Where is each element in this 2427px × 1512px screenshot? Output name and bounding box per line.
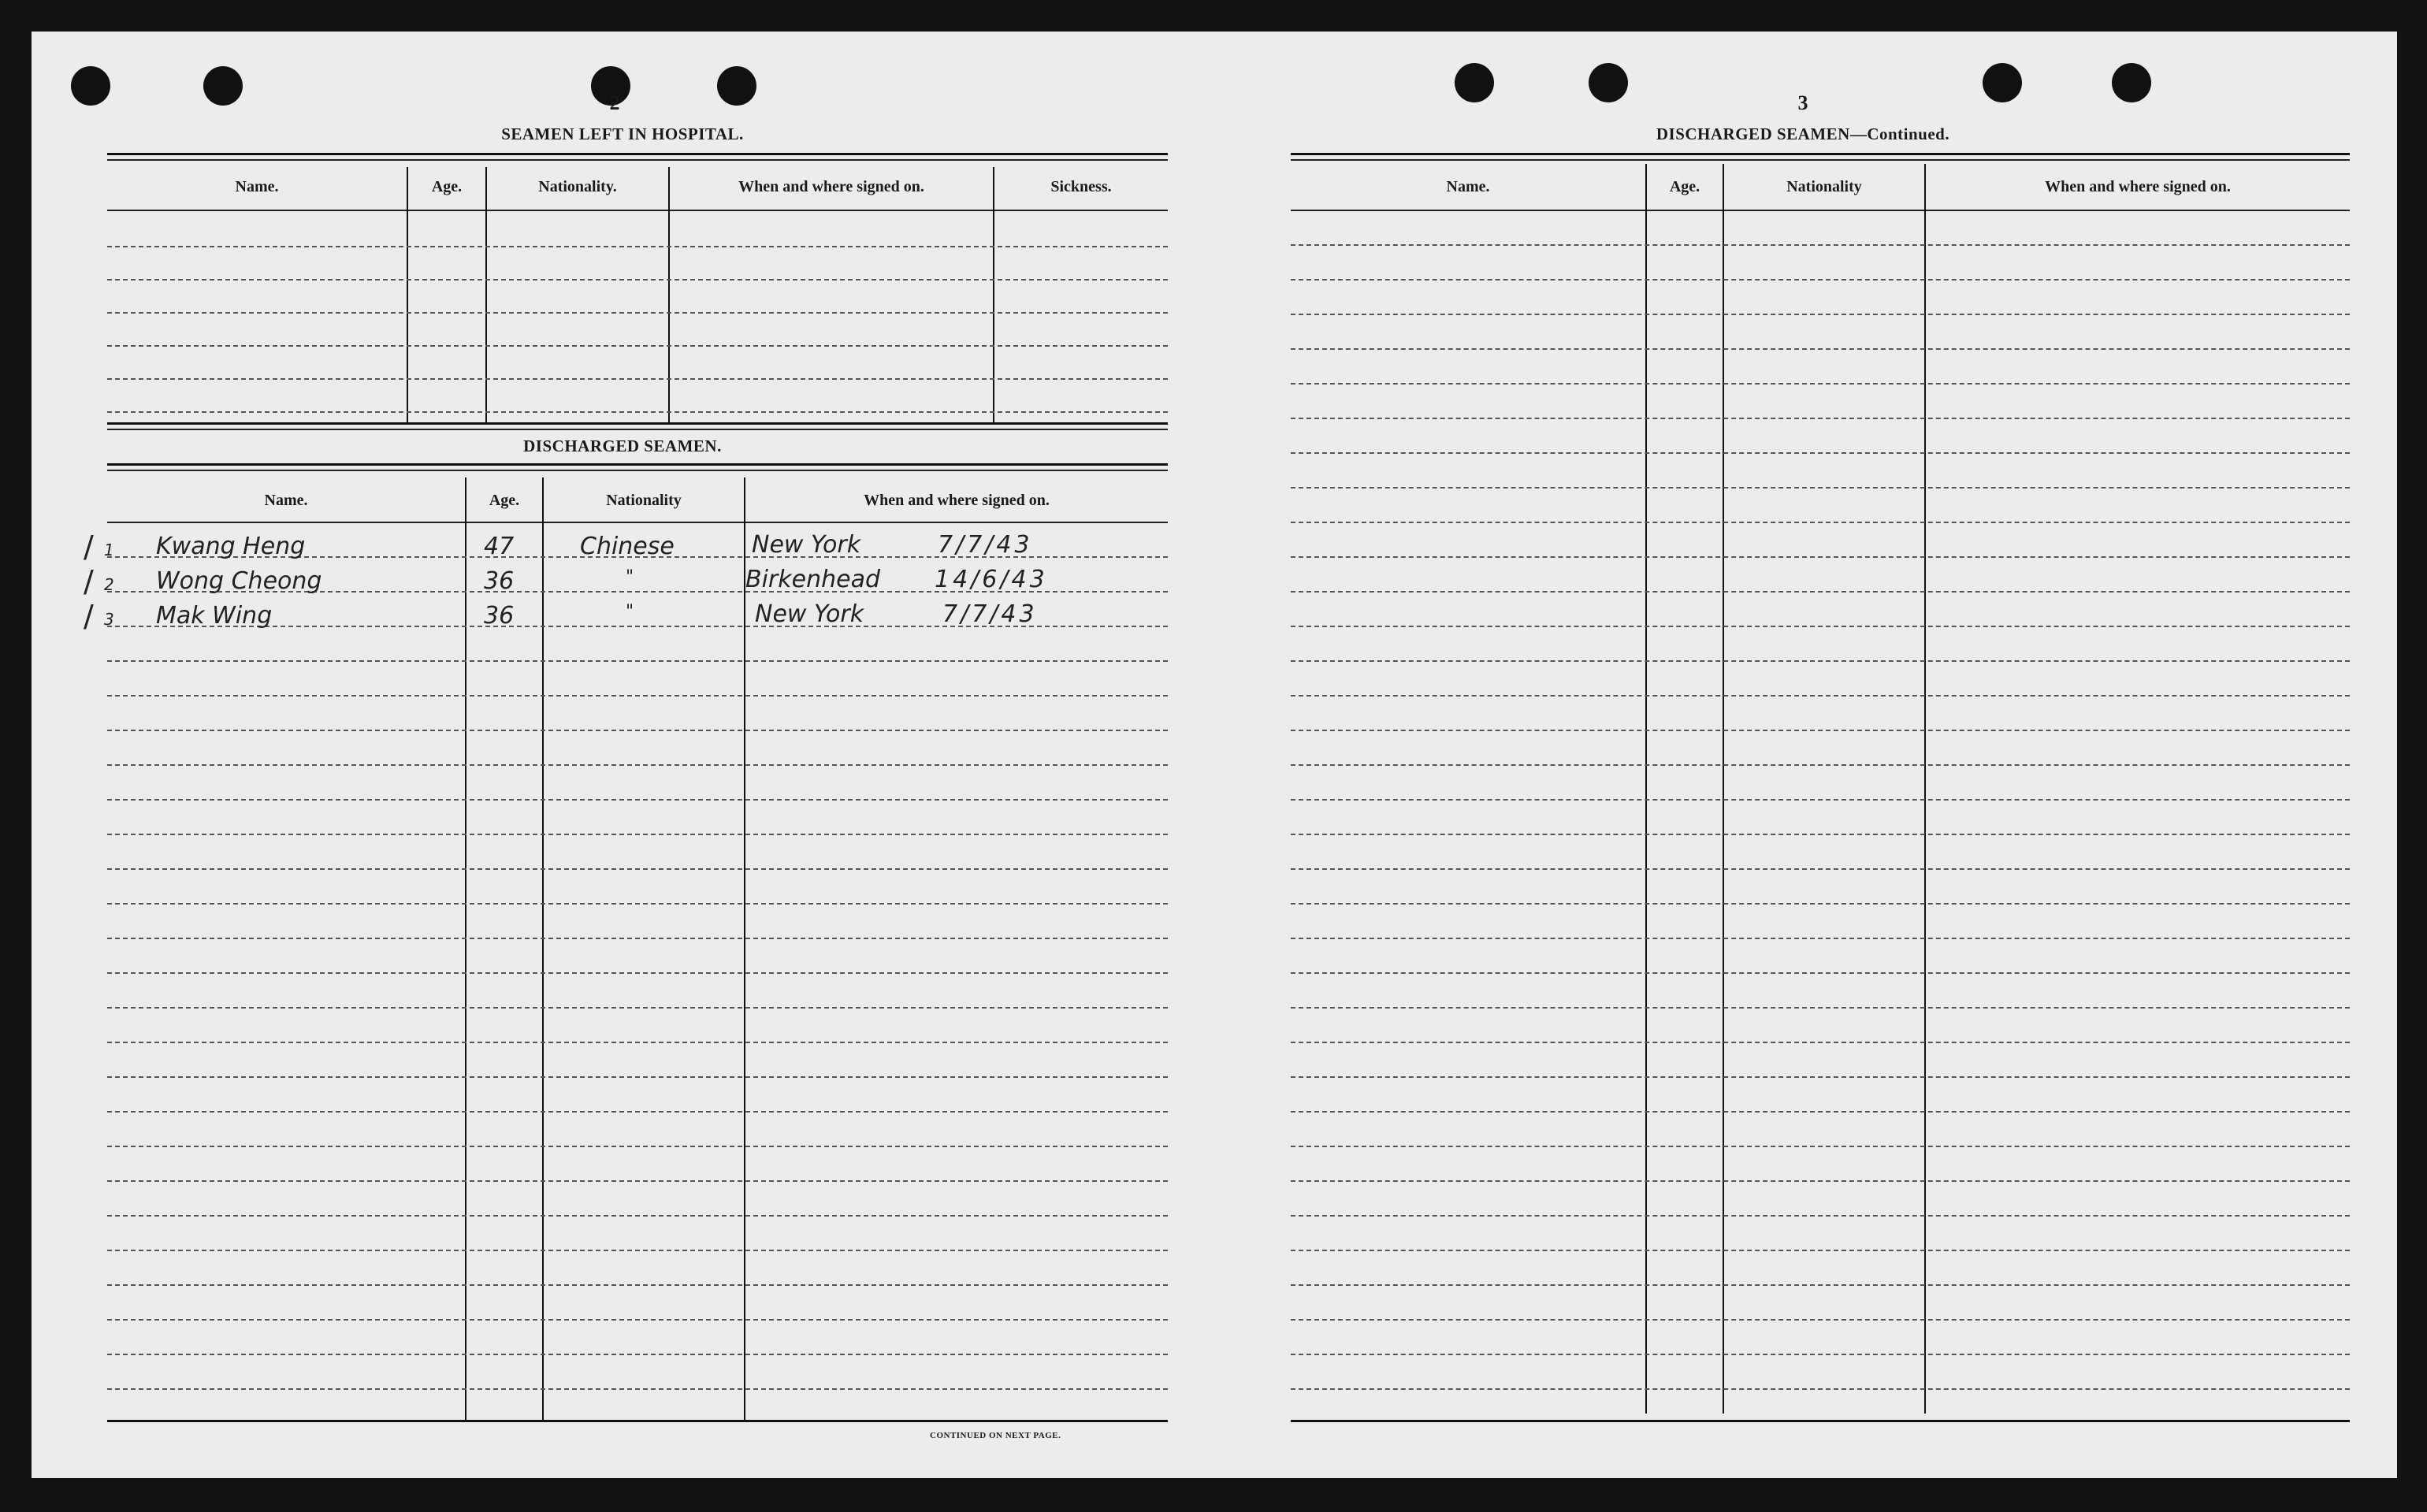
hospital-col-divider bbox=[407, 167, 408, 424]
row-line bbox=[1291, 1007, 2350, 1009]
signed-on-place: Birkenhead bbox=[745, 566, 880, 593]
discharged-bottom-rule bbox=[107, 1420, 1168, 1422]
discharged-section-title: DISCHARGED SEAMEN. bbox=[523, 437, 722, 455]
seaman-age: 36 bbox=[484, 567, 515, 595]
row-line bbox=[1291, 903, 2350, 905]
check-mark: / bbox=[84, 529, 94, 564]
hospital-row-line bbox=[107, 312, 1168, 314]
signed-on-date: 7/7/43 bbox=[938, 531, 1033, 559]
right-col-name: Name. bbox=[1446, 178, 1490, 195]
row-line bbox=[107, 1388, 1168, 1390]
punch-hole bbox=[203, 66, 243, 106]
row-line bbox=[1291, 1180, 2350, 1182]
row-line bbox=[1291, 556, 2350, 558]
hospital-col-name: Name. bbox=[235, 178, 279, 195]
row-line bbox=[1291, 244, 2350, 246]
row-line bbox=[107, 1250, 1168, 1251]
hospital-row-line bbox=[107, 246, 1168, 247]
row-line bbox=[1291, 591, 2350, 593]
row-line bbox=[1291, 1076, 2350, 1078]
page-number-right: 3 bbox=[1797, 91, 1808, 114]
row-line bbox=[1291, 972, 2350, 974]
hospital-row-line bbox=[107, 345, 1168, 347]
seaman-nationality: Chinese bbox=[580, 533, 675, 560]
row-line bbox=[1291, 1388, 2350, 1390]
row-line bbox=[107, 938, 1168, 939]
row-line bbox=[107, 834, 1168, 835]
right-col-nationality: Nationality bbox=[1786, 178, 1862, 195]
signed-on-date: 14/6/43 bbox=[935, 566, 1048, 593]
row-line bbox=[107, 1180, 1168, 1182]
row-line bbox=[1291, 1042, 2350, 1043]
row-line bbox=[1291, 1250, 2350, 1251]
seaman-name: Wong Cheong bbox=[156, 567, 322, 595]
hospital-col-age: Age. bbox=[431, 178, 463, 195]
hospital-bottom-rule-thin bbox=[107, 429, 1168, 430]
right-col-signed-on: When and where signed on. bbox=[2045, 178, 2231, 195]
right-col-divider bbox=[1645, 164, 1647, 1414]
hospital-col-signed-on: When and where signed on. bbox=[738, 178, 924, 195]
right-top-rule bbox=[1291, 153, 2350, 155]
row-line bbox=[1291, 1215, 2350, 1217]
row-line bbox=[1291, 452, 2350, 454]
row-line bbox=[107, 1111, 1168, 1113]
discharged-col-nationality: Nationality bbox=[606, 492, 682, 509]
row-line bbox=[1291, 522, 2350, 523]
row-line bbox=[1291, 1111, 2350, 1113]
row-line bbox=[1291, 487, 2350, 489]
hospital-col-divider bbox=[668, 167, 670, 424]
punch-hole bbox=[2112, 63, 2151, 102]
row-line bbox=[107, 1007, 1168, 1009]
row-line bbox=[107, 695, 1168, 697]
signed-on-place: New York bbox=[752, 531, 861, 559]
right-col-divider bbox=[1723, 164, 1724, 1414]
seaman-name: Mak Wing bbox=[156, 602, 273, 630]
right-section-title: DISCHARGED SEAMEN—Continued. bbox=[1656, 124, 1950, 143]
signed-on-place: New York bbox=[755, 600, 864, 628]
row-line bbox=[1291, 1319, 2350, 1321]
punch-hole bbox=[717, 66, 756, 106]
right-col-divider bbox=[1924, 164, 1926, 1414]
row-line bbox=[1291, 383, 2350, 385]
row-number: 2 bbox=[104, 575, 114, 594]
check-mark: / bbox=[84, 564, 94, 599]
seaman-age: 47 bbox=[484, 533, 515, 560]
right-header-rule bbox=[1291, 210, 2350, 211]
check-mark: / bbox=[84, 599, 94, 633]
hospital-row-line bbox=[107, 279, 1168, 280]
seaman-age: 36 bbox=[484, 602, 515, 630]
row-line bbox=[107, 1146, 1168, 1147]
discharged-col-divider bbox=[542, 477, 544, 1420]
seaman-nationality: " bbox=[626, 602, 634, 622]
hospital-col-divider bbox=[993, 167, 994, 424]
punch-hole bbox=[1589, 63, 1628, 102]
row-line bbox=[1291, 314, 2350, 315]
row-line bbox=[1291, 695, 2350, 697]
row-number: 3 bbox=[104, 610, 114, 629]
row-line bbox=[107, 1042, 1168, 1043]
discharged-top-rule-thin bbox=[107, 470, 1168, 471]
row-line bbox=[1291, 730, 2350, 731]
row-line bbox=[1291, 938, 2350, 939]
hospital-row-line bbox=[107, 378, 1168, 380]
row-line bbox=[1291, 868, 2350, 870]
row-line bbox=[107, 1319, 1168, 1321]
row-line bbox=[107, 903, 1168, 905]
row-line bbox=[107, 1354, 1168, 1355]
row-line bbox=[1291, 660, 2350, 662]
row-line bbox=[107, 972, 1168, 974]
row-line bbox=[1291, 1354, 2350, 1355]
discharged-col-name: Name. bbox=[264, 492, 308, 509]
right-col-age: Age. bbox=[1669, 178, 1700, 195]
hospital-top-rule bbox=[107, 153, 1168, 155]
discharged-col-divider bbox=[744, 477, 745, 1420]
row-line bbox=[1291, 626, 2350, 627]
row-line bbox=[107, 660, 1168, 662]
punch-hole bbox=[1455, 63, 1494, 102]
row-line bbox=[1291, 1284, 2350, 1286]
seaman-nationality: " bbox=[626, 567, 634, 587]
page-number-left: 2 bbox=[609, 91, 620, 114]
discharged-col-signed-on: When and where signed on. bbox=[864, 492, 1050, 509]
hospital-header-rule bbox=[107, 210, 1168, 211]
hospital-col-sickness: Sickness. bbox=[1050, 178, 1112, 195]
row-line bbox=[107, 730, 1168, 731]
row-line bbox=[107, 1076, 1168, 1078]
discharged-col-divider bbox=[465, 477, 466, 1420]
discharged-header-rule bbox=[107, 522, 1168, 523]
row-line bbox=[1291, 418, 2350, 419]
signed-on-date: 7/7/43 bbox=[942, 600, 1038, 628]
hospital-col-nationality: Nationality. bbox=[538, 178, 617, 195]
row-line bbox=[1291, 348, 2350, 350]
discharged-top-rule bbox=[107, 463, 1168, 466]
row-line bbox=[107, 1215, 1168, 1217]
row-number: 1 bbox=[104, 541, 114, 559]
row-line bbox=[107, 764, 1168, 766]
hospital-bottom-rule bbox=[107, 422, 1168, 425]
hospital-col-divider bbox=[485, 167, 487, 424]
row-line bbox=[1291, 279, 2350, 280]
hospital-row-line bbox=[107, 411, 1168, 413]
row-line bbox=[1291, 799, 2350, 801]
row-line bbox=[107, 1284, 1168, 1286]
row-line bbox=[107, 799, 1168, 801]
row-line bbox=[107, 868, 1168, 870]
right-top-rule-thin bbox=[1291, 159, 2350, 161]
hospital-top-rule-thin bbox=[107, 159, 1168, 161]
row-line bbox=[1291, 764, 2350, 766]
ledger-sheet bbox=[32, 32, 2397, 1478]
punch-hole bbox=[1983, 63, 2022, 102]
row-line bbox=[1291, 1146, 2350, 1147]
row-line bbox=[1291, 834, 2350, 835]
continued-note: CONTINUED ON NEXT PAGE. bbox=[930, 1431, 1061, 1440]
seaman-name: Kwang Heng bbox=[156, 533, 306, 560]
hospital-section-title: SEAMEN LEFT IN HOSPITAL. bbox=[501, 124, 744, 143]
punch-hole bbox=[71, 66, 110, 106]
discharged-col-age: Age. bbox=[489, 492, 520, 509]
right-bottom-rule bbox=[1291, 1420, 2350, 1422]
